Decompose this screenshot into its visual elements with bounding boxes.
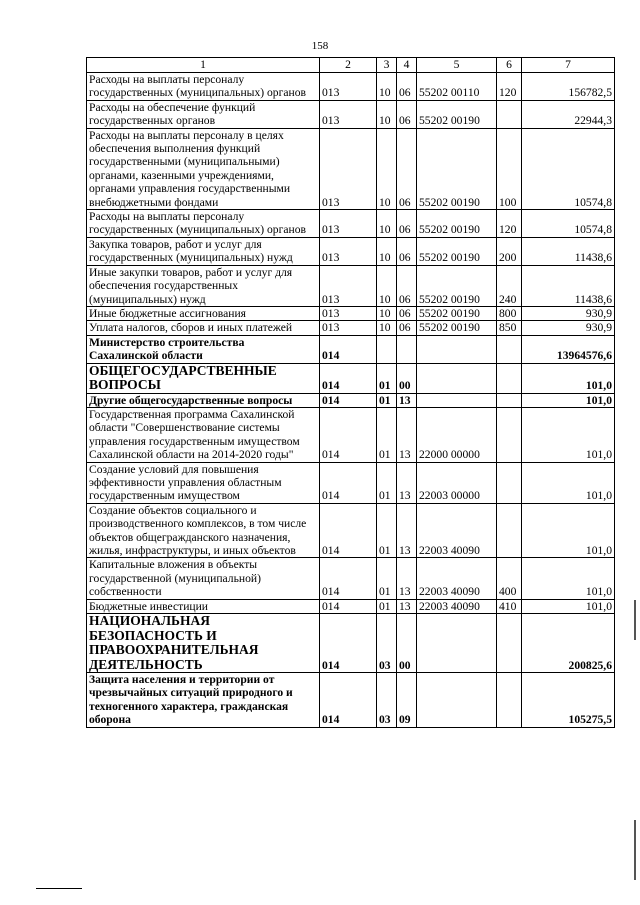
row-code-6	[497, 335, 522, 363]
row-code-4: 06	[397, 128, 417, 209]
row-name: Расходы на обеспечение функций государственных органов	[87, 100, 320, 128]
row-name: Создание объектов социального и производственного комплексов, в том числе объектов общегражданского назначения, жилья, инфраструктуры, и иных объектов	[87, 503, 320, 558]
scan-edge-mark	[634, 600, 636, 640]
table-row	[87, 599, 615, 613]
row-code-3: 01	[377, 462, 397, 503]
row-code-3: 10	[377, 321, 397, 335]
row-code-5: 55202 00110	[417, 73, 497, 101]
row-amount: 105275,5	[522, 673, 615, 728]
row-code-5	[417, 393, 497, 407]
row-code-6	[497, 407, 522, 462]
row-name: Закупка товаров, работ и услуг для государственных (муниципальных) нужд	[87, 237, 320, 265]
footer-line	[36, 888, 82, 889]
row-code-2: 013	[320, 100, 377, 128]
row-code-6: 100	[497, 128, 522, 209]
row-code-5: 55202 00190	[417, 128, 497, 209]
row-name: НАЦИОНАЛЬНАЯ БЕЗОПАСНОСТЬ И ПРАВООХРАНИТЕЛЬНАЯ ДЕЯТЕЛЬНОСТЬ	[87, 614, 320, 673]
row-amount: 101,0	[522, 393, 615, 407]
row-code-2: 013	[320, 73, 377, 101]
row-amount: 156782,5	[522, 73, 615, 101]
row-code-4: 13	[397, 503, 417, 558]
row-code-5: 22000 00000	[417, 407, 497, 462]
row-code-5: 55202 00190	[417, 306, 497, 320]
row-code-6: 120	[497, 73, 522, 101]
row-code-2: 014	[320, 393, 377, 407]
row-code-5	[417, 614, 497, 673]
row-code-4: 13	[397, 462, 417, 503]
row-code-2: 013	[320, 210, 377, 238]
table-row	[87, 462, 615, 503]
row-name: Защита населения и территории от чрезвычайных ситуаций природного и техногенного характера, гражданская оборона	[87, 673, 320, 728]
row-code-2: 014	[320, 558, 377, 599]
row-code-3: 03	[377, 673, 397, 728]
row-code-2: 013	[320, 265, 377, 306]
row-code-5: 22003 00000	[417, 462, 497, 503]
row-name: Расходы на выплаты персоналу в целях обеспечения выполнения функций государственными (муниципальными) органами, казенными учреждениями, органами управления государственными внебюджетными фондами	[87, 128, 320, 209]
row-code-3: 01	[377, 407, 397, 462]
row-code-5: 55202 00190	[417, 321, 497, 335]
row-code-4: 13	[397, 558, 417, 599]
row-code-6: 240	[497, 265, 522, 306]
scan-edge-mark	[634, 820, 636, 880]
table-row	[87, 503, 615, 558]
row-code-6	[497, 393, 522, 407]
row-name: Иные бюджетные ассигнования	[87, 306, 320, 320]
header-row	[87, 58, 615, 73]
table-row	[87, 393, 615, 407]
row-amount: 930,9	[522, 321, 615, 335]
row-code-6	[497, 503, 522, 558]
row-code-3: 10	[377, 100, 397, 128]
row-name: Капитальные вложения в объекты государственной (муниципальной) собственности	[87, 558, 320, 599]
row-amount: 101,0	[522, 363, 615, 393]
row-code-4: 06	[397, 306, 417, 320]
row-code-2: 013	[320, 128, 377, 209]
row-amount: 200825,6	[522, 614, 615, 673]
row-code-6: 400	[497, 558, 522, 599]
row-code-3: 10	[377, 306, 397, 320]
row-name: Создание условий для повышения эффективности управления областным государственным имуществом	[87, 462, 320, 503]
row-code-5: 55202 00190	[417, 210, 497, 238]
table-row	[87, 73, 615, 101]
table-row	[87, 558, 615, 599]
row-code-2: 014	[320, 503, 377, 558]
row-code-3: 10	[377, 73, 397, 101]
row-code-5: 55202 00190	[417, 265, 497, 306]
row-code-2: 014	[320, 599, 377, 613]
row-amount: 101,0	[522, 407, 615, 462]
row-code-2: 014	[320, 673, 377, 728]
row-amount: 101,0	[522, 558, 615, 599]
row-code-6	[497, 100, 522, 128]
row-code-6: 410	[497, 599, 522, 613]
row-code-3: 01	[377, 503, 397, 558]
page-number: 158	[311, 40, 329, 52]
row-code-5	[417, 363, 497, 393]
row-code-4: 06	[397, 100, 417, 128]
row-code-4: 13	[397, 407, 417, 462]
row-name: Расходы на выплаты персоналу государственных (муниципальных) органов	[87, 73, 320, 101]
row-name: Бюджетные инвестиции	[87, 599, 320, 613]
row-code-4: 06	[397, 73, 417, 101]
row-amount: 930,9	[522, 306, 615, 320]
budget-table-body	[87, 73, 615, 728]
row-name: Уплата налогов, сборов и иных платежей	[87, 321, 320, 335]
row-code-5	[417, 673, 497, 728]
row-code-2: 013	[320, 321, 377, 335]
row-name: ОБЩЕГОСУДАРСТВЕННЫЕ ВОПРОСЫ	[87, 363, 320, 393]
row-code-6: 200	[497, 237, 522, 265]
row-code-4: 00	[397, 363, 417, 393]
row-code-6	[497, 673, 522, 728]
row-code-6	[497, 363, 522, 393]
row-code-6	[497, 614, 522, 673]
table-row	[87, 306, 615, 320]
row-code-2: 013	[320, 306, 377, 320]
row-code-3: 10	[377, 265, 397, 306]
table-row	[87, 210, 615, 238]
row-amount: 10574,8	[522, 128, 615, 209]
row-code-3: 10	[377, 237, 397, 265]
row-code-5: 55202 00190	[417, 237, 497, 265]
row-name: Иные закупки товаров, работ и услуг для обеспечения государственных (муниципальных) нужд	[87, 265, 320, 306]
row-code-2: 014	[320, 407, 377, 462]
row-code-5	[417, 335, 497, 363]
row-code-4: 06	[397, 321, 417, 335]
row-code-3: 01	[377, 599, 397, 613]
col-header-4: 4	[397, 58, 417, 73]
row-amount: 11438,6	[522, 237, 615, 265]
row-code-2: 014	[320, 335, 377, 363]
row-code-4: 06	[397, 210, 417, 238]
row-name: Расходы на выплаты персоналу государственных (муниципальных) органов	[87, 210, 320, 238]
col-header-7: 7	[522, 58, 615, 73]
row-code-4	[397, 335, 417, 363]
table-row	[87, 407, 615, 462]
row-amount: 101,0	[522, 503, 615, 558]
row-amount: 101,0	[522, 599, 615, 613]
row-code-4: 13	[397, 393, 417, 407]
row-code-2: 014	[320, 363, 377, 393]
row-code-3: 01	[377, 393, 397, 407]
row-amount: 10574,8	[522, 210, 615, 238]
row-name: Другие общегосударственные вопросы	[87, 393, 320, 407]
row-code-4: 06	[397, 265, 417, 306]
table-row	[87, 673, 615, 728]
table-row	[87, 614, 615, 673]
row-code-6	[497, 462, 522, 503]
col-header-2: 2	[320, 58, 377, 73]
row-code-2: 013	[320, 237, 377, 265]
col-header-6: 6	[497, 58, 522, 73]
row-code-2: 014	[320, 614, 377, 673]
table-row	[87, 363, 615, 393]
row-name: Государственная программа Сахалинской области "Совершенствование системы управления государственным имуществом Сахалинской области на 2014-2020 годы"	[87, 407, 320, 462]
row-amount: 13964576,6	[522, 335, 615, 363]
row-code-3: 01	[377, 363, 397, 393]
row-code-2: 014	[320, 462, 377, 503]
row-code-4: 00	[397, 614, 417, 673]
row-code-4: 13	[397, 599, 417, 613]
row-code-4: 09	[397, 673, 417, 728]
row-code-3	[377, 335, 397, 363]
row-code-6: 120	[497, 210, 522, 238]
row-code-4: 06	[397, 237, 417, 265]
row-code-5: 22003 40090	[417, 599, 497, 613]
row-amount: 101,0	[522, 462, 615, 503]
budget-table	[86, 57, 615, 728]
row-code-5: 22003 40090	[417, 558, 497, 599]
col-header-1: 1	[87, 58, 320, 73]
row-code-6: 800	[497, 306, 522, 320]
col-header-3: 3	[377, 58, 397, 73]
table-row	[87, 321, 615, 335]
row-amount: 11438,6	[522, 265, 615, 306]
table-row	[87, 335, 615, 363]
table-row	[87, 237, 615, 265]
row-code-3: 10	[377, 128, 397, 209]
table-row	[87, 128, 615, 209]
row-code-3: 03	[377, 614, 397, 673]
row-amount: 22944,3	[522, 100, 615, 128]
row-code-3: 10	[377, 210, 397, 238]
row-code-5: 55202 00190	[417, 100, 497, 128]
table-row	[87, 100, 615, 128]
table-row	[87, 265, 615, 306]
row-code-5: 22003 40090	[417, 503, 497, 558]
row-code-3: 01	[377, 558, 397, 599]
row-code-6: 850	[497, 321, 522, 335]
row-name: Министерство строительства Сахалинской области	[87, 335, 320, 363]
col-header-5: 5	[417, 58, 497, 73]
